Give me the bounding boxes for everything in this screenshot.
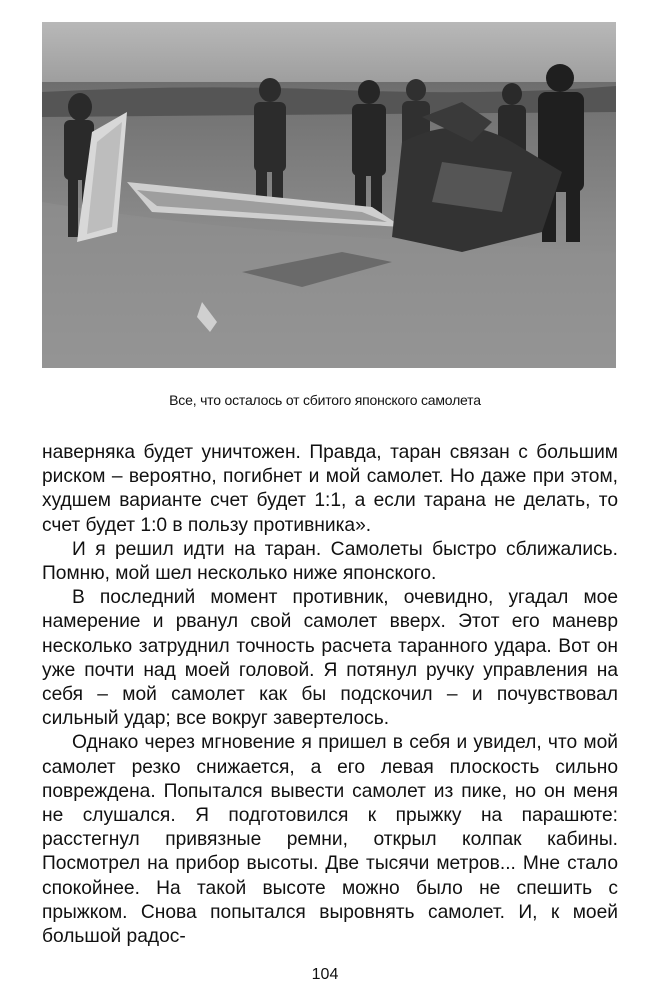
paragraph: наверняка будет уничтожен. Правда, таран связан с большим риском – вероятно, погибнет и мой самолет. Но даже при этом, худшем варианте счет будет 1:1, а если тарана не делать, то счет будет 1:0 в пользу противника».: [42, 442, 618, 536]
body-text: [42, 441, 618, 949]
wreckage-photo: [42, 22, 616, 368]
paragraph: В последний момент противник, очевидно, угадал мое намерение и рванул свой самолет вверх. Этот его маневр несколько затруднил точность расчета таранного удара. Вот он уже почти над моей головой. Я потянул ручку управления на себя – мой самолет как бы подскочил – и почувствовал сильный удар; все вокруг завертелось.: [42, 587, 618, 730]
paragraph: Однако через мгновение я пришел в себя и увидел, что мой самолет резко снижается, а его левая плоскость сильно повреждена. Попытался вывести самолет из пике, но он меня не слушался. Я подготовился к прыжку на парашюте: расстегнул привязные ремни, открыл колпак кабины. Посмотрел на прибор высоты. Две тысячи метров... Мне стало спокойнее. На такой высоте можно было не спешить с прыжком. Снова попытался выровнять самолет. И, к моей большой радос-: [42, 732, 618, 948]
photo-caption: Все, что осталось от сбитого японского самолета: [169, 392, 481, 408]
page-number: 104: [311, 966, 339, 983]
paragraph: И я решил идти на таран. Самолеты быстро сближались. Помню, мой шел несколько ниже японского.: [42, 538, 618, 585]
